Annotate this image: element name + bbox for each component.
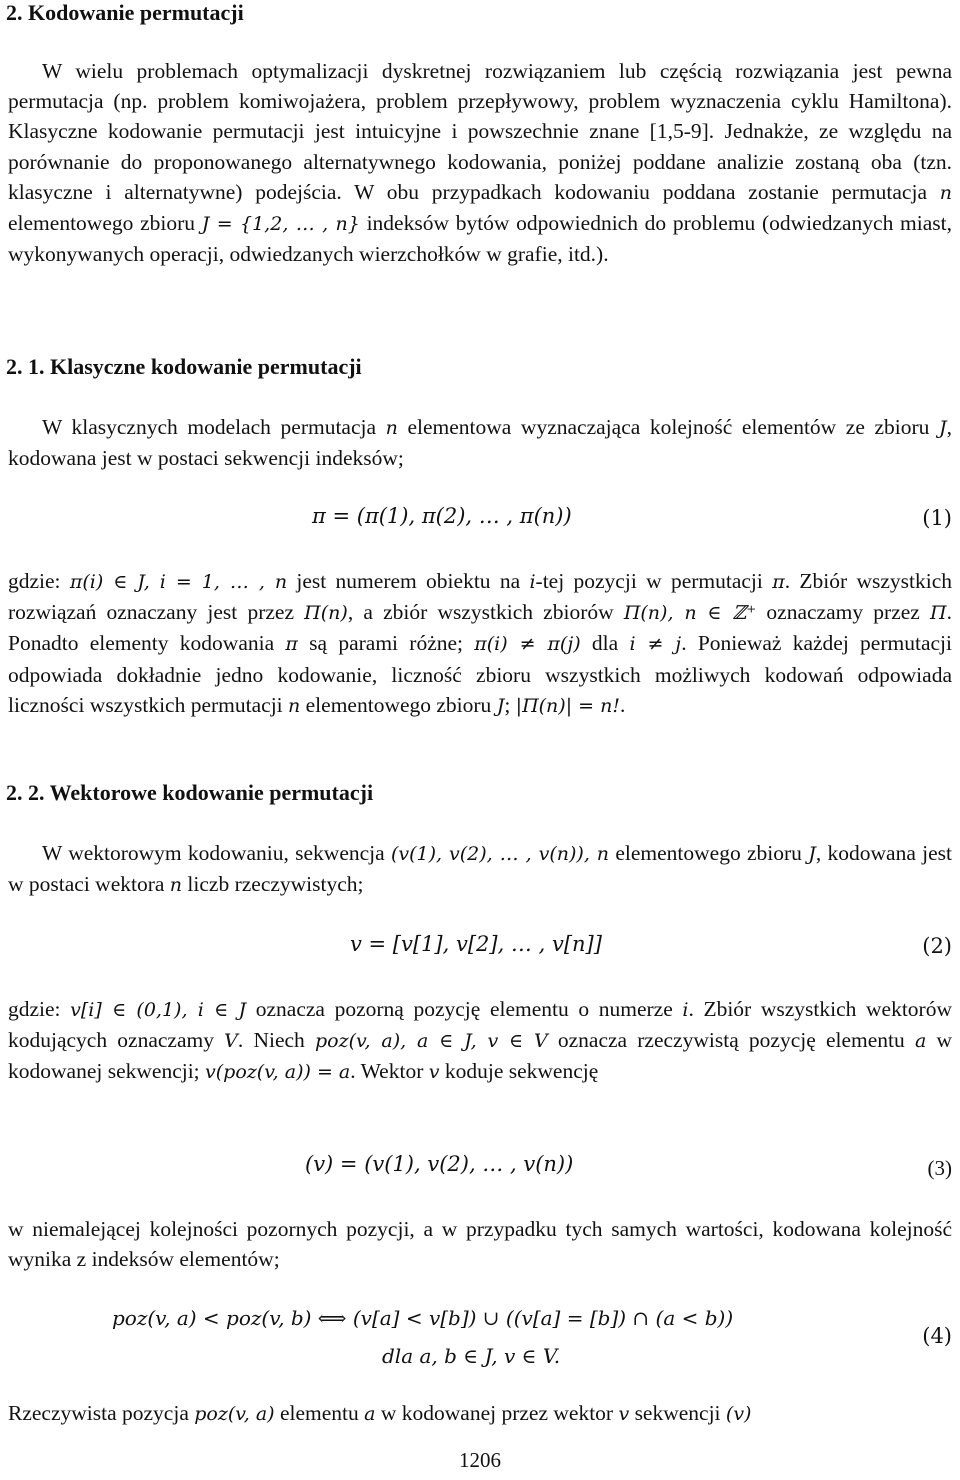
vector-definitions-paragraph: gdzie: v[i] ∈ (0,1), i ∈ J oznacza pozorną pozycję elementu o numerze i. Zbiór wszystkich wektorów kodujących oznaczamy V. Niech poz(v, a), a ∈ J, v ∈ V oznacza rzeczywistą pozycję elementu a w kodowanej sekwencji; v(poz(v, a)) = a. Wektor v koduje sekwencję [8, 997, 952, 1084]
equation-3: (v) = (v(1), v(2), … , v(n)) [305, 1152, 574, 1176]
equation-number-2: (2) [922, 934, 952, 958]
equation-4-line-1: poz(v, a) < poz(v, b) ⟺ (v[a] < v[b]) ∪ ((v[a] = [b]) ∩ (a < b)) [112, 1306, 734, 1330]
subsection-heading-classic: 2. 1. Klasyczne kodowanie permutacji [6, 354, 362, 379]
equation-number-4: (4) [922, 1324, 952, 1348]
classic-paragraph: W klasycznych modelach permutacja n elementowa wyznaczająca kolejność elementów ze zbioru J, kodowana jest w postaci sekwencji indeksów; [8, 415, 952, 471]
equation-1: π = (π(1), π(2), … , π(n)) [312, 504, 572, 528]
equation-number-1: (1) [922, 506, 952, 530]
subsection-heading-vector: 2. 2. Wektorowe kodowanie permutacji [6, 780, 374, 805]
equation-number-3: (3) [927, 1156, 952, 1180]
equation-4-line-2: dla a, b ∈ J, v ∈ V. [382, 1344, 561, 1368]
classic-definitions-paragraph: gdzie: π(i) ∈ J, i = 1, … , n jest numerem obiektu na i-tej pozycji w permutacji π. Zbiór wszystkich rozwiązań oznaczany jest przez Π(n), a zbiór wszystkich zbiorów Π(n), n ∈ ℤ⁺ oznaczamy przez Π. Ponadto elementy kodowania π są parami różne; π(i) ≠ π(j) dla i ≠ j. Ponieważ każdej permutacji odpowiada dokładnie jedno kodowanie, liczność zbioru wszystkich możliwych kodowań odpowiada liczności wszystkich permutacji n elementowego zbioru J; |Π(n)| = n!. [8, 569, 952, 717]
position-paragraph: Rzeczywista pozycja poz(v, a) elementu a w kodowanej przez wektor v sekwencji (v) [8, 1401, 752, 1425]
equation-2: v = [v[1], v[2], … , v[n]] [350, 932, 602, 956]
vector-paragraph: W wektorowym kodowaniu, sekwencja (v(1), v(2), … , v(n)), n elementowego zbioru J, kodowana jest w postaci wektora n liczb rzeczywistych; [8, 841, 953, 897]
ordering-paragraph: w niemalejącej kolejności pozornych pozycji, a w przypadku tych samych wartości, kodowana kolejność wynika z indeksów elementów; [8, 1217, 952, 1272]
section-heading: 2. Kodowanie permutacji [6, 0, 244, 25]
page-number: 1206 [459, 1448, 501, 1472]
intro-paragraph: W wielu problemach optymalizacji dyskretnej rozwiązaniem lub częścią rozwiązania jest pewna permutacja (np. problem komiwojażera, problem przepływowy, problem wyznaczenia cyklu Hamiltona). Klasyczne kodowanie permutacji jest intuicyjne i powszechnie znane [1,5-9]. Jednakże, ze względu na porównanie do proponowanego alternatywnego kodowania, poniżej poddane analizie zostaną oba (tzn. klasyczne i alternatywne) podejścia. W obu przypadkach kodowaniu poddana zostanie permutacja n elementowego zbioru J = {1,2, … , n} indeksów bytów odpowiednich do problemu (odwiedzanych miast, wykonywanych operacji, odwiedzanych wierzchołków w grafie, itd.). [8, 59, 952, 267]
